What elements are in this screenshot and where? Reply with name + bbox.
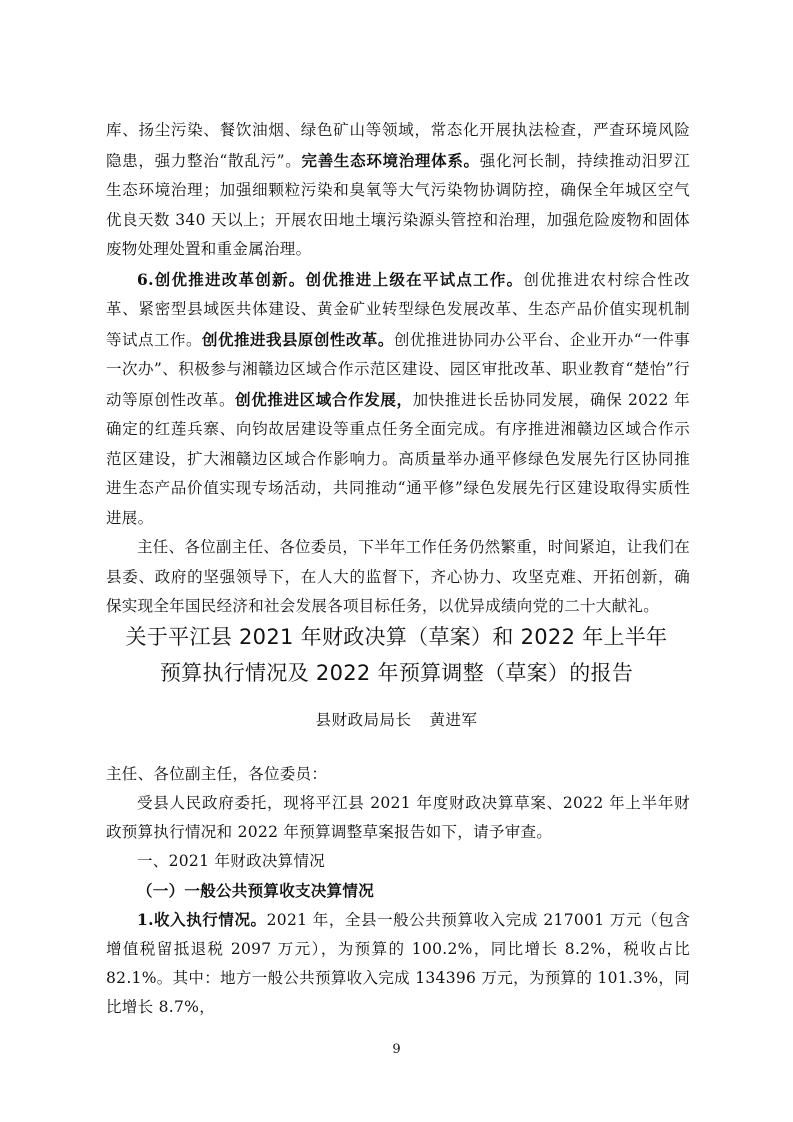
text-run: 加快推进长岳协同发展，确保 2022 年确定的红莲兵寨、向钧故居建设等重点任务全面完成。有序推进湘赣边区域合作示范区建设，扩大湘赣边区域合作影响力。高质量举办通平修绿色发展先行区协同推进生态产品价值实现专场活动，共同推动“通平修”绿色发展先行区建设取得实质性进展。 (106, 390, 690, 527)
paragraph-reform (106, 265, 690, 534)
page-number: 9 (392, 1042, 401, 1057)
paragraph-environment (106, 116, 690, 265)
bold-heading-run: 6.创优推进改革创新。创优推进上级在平试点工作。 (137, 269, 524, 289)
bold-heading-run: 创优推进区域合作发展， (235, 389, 413, 409)
author-role: 县财政局局长 (315, 711, 412, 729)
text-run: 强化河长制，持续推动汨罗江生态环境治理；加强细颗粒污染和臭氧等大气污染物协调防控，确保全年城区空气优良天数 340 天以上；开展农田地土壤污染源头管控和治理，加强危险废物和固体废物处理处置和重金属治理。 (106, 151, 690, 258)
intro-paragraph: 受县人民政府委托，现将平江县 2021 年度财政决算草案、2022 年上半年财政预算执行情况和 2022 年预算调整草案报告如下，请予审查。 (106, 794, 690, 841)
report-author (80, 706, 713, 734)
salutation: 主任、各位副主任，各位委员： (106, 765, 328, 783)
bold-heading-run: 创优推进我县原创性改革。 (201, 329, 394, 349)
item-label: 1.收入执行情况。 (137, 910, 267, 929)
text-run: 创优推进农村综合性改革、紧密型县域医共体建设、黄金矿业转型绿色发展改革、生态产品价值实现机制等试点工作。 (106, 270, 690, 349)
author-name: 黄进军 (429, 711, 478, 729)
subsection-heading: （一）一般公共预算收支决算情况 (137, 881, 375, 900)
bold-heading-run: 完善生态环境治理体系。 (301, 150, 480, 170)
report-title-line: 预算执行情况及 2022 年预算调整（草案）的报告 (159, 661, 634, 685)
report-title (80, 619, 713, 691)
paragraph-closing: 主任、各位副主任、各位委员，下半年工作任务仍然繁重，时间紧迫，让我们在县委、政府的坚强领导下，在人大的监督下，齐心协力、攻坚克难、开拓创新，确保实现全年国民经济和社会发展各项目标任务，以优异成绩向党的二十大献礼。 (106, 538, 691, 615)
text-run: 创优推进协同办公平台、企业开办“一件事一次办”、积极参与湘赣边区域合作示范区建设、园区审批改革、职业教育“楚怡”行动等原创性改革。 (106, 330, 690, 409)
report-title-line: 关于平江县 2021 年财政决算（草案）和 2022 年上半年 (125, 625, 668, 649)
revenue-paragraph (106, 905, 690, 1022)
text-run: 库、扬尘污染、餐饮油烟、绿色矿山等领域，常态化开展执法检查，严查环境风险隐患，强力整治“散乱污”。 (106, 121, 690, 170)
section-heading: 一、2021 年财政决算情况 (137, 852, 326, 870)
continuation-section (106, 116, 690, 622)
text-run: 2021 年，全县一般公共预算收入完成 217001 万元（包含增值税留抵退税 2097 万元），为预算的 100.2%，同比增长 8.2%，税收占比 82.1%。其中：地方一般公共预算收入完成 134396 万元，为预算的 101.3%，同比增长 8.7%， (106, 911, 690, 1016)
report-body (106, 760, 690, 1022)
